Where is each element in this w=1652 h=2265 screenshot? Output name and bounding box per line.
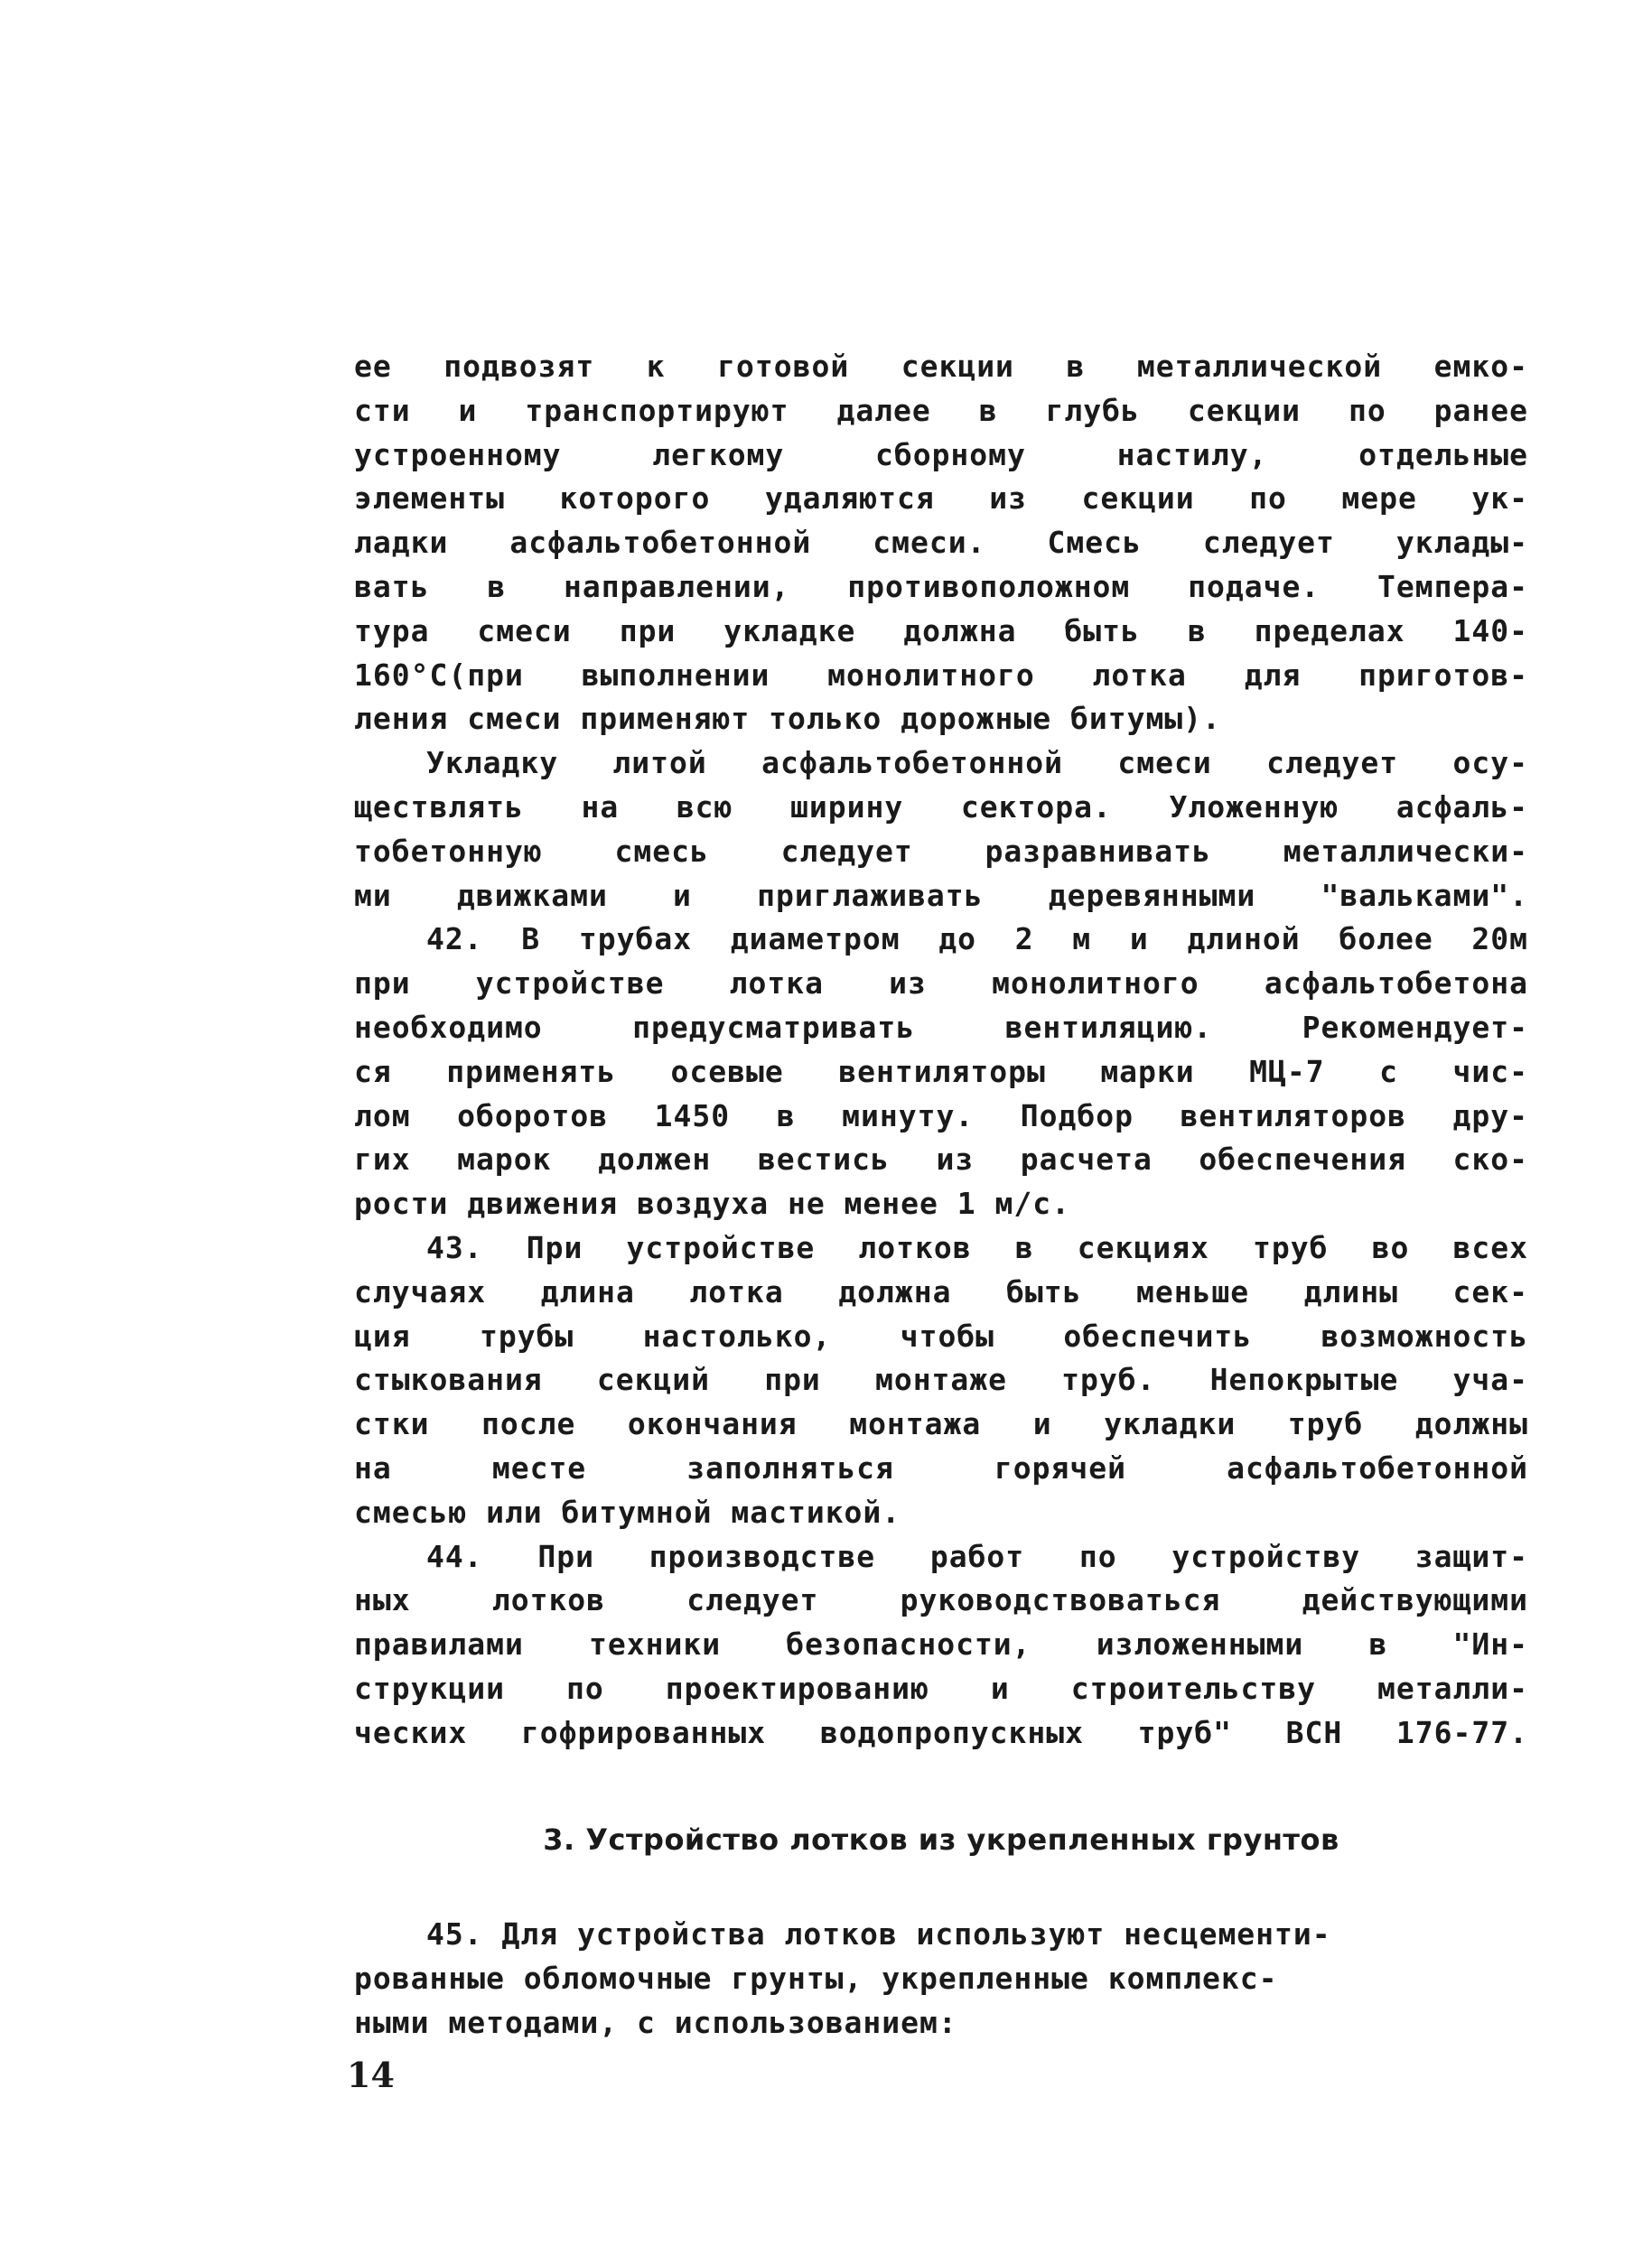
text-line: тобетонную смесь следует разравнивать металлически- — [354, 833, 1528, 869]
text-line: рости движения воздуха не менее 1 м/с. — [354, 1186, 1070, 1222]
text-line: стыкования секций при монтаже труб. Непокрытые уча- — [354, 1362, 1528, 1398]
text-line: ладки асфальтобетонной смеси. Смесь следует уклады- — [354, 525, 1528, 561]
text-line: гих марок должен вестись из расчета обеспечения ско- — [354, 1142, 1528, 1178]
section-heading: 3. Устройство лотков из укрепленных грунтов — [543, 1822, 1339, 1857]
text-line: ческих гофрированных водопропускных труб" ВСН 176-77. — [354, 1714, 1528, 1750]
text-line: тура смеси при укладке должна быть в пределах 140- — [354, 612, 1528, 648]
text-line: рованные обломочные грунты, укрепленные комплекс- — [354, 1960, 1278, 1996]
text-line: смесью или битумной мастикой. — [354, 1494, 901, 1530]
text-line: случаях длина лотка должна быть меньше длины сек- — [354, 1273, 1528, 1310]
body-text — [354, 345, 1528, 1756]
text-line: 44. При производстве работ по устройству защит- — [426, 1538, 1528, 1574]
text-line: ных лотков следует руководствоваться действующими — [354, 1582, 1528, 1618]
text-line: ее подвозят к готовой секции в металлической емко- — [354, 349, 1528, 384]
text-line: сти и транспортируют далее в глубь секции по ранее — [354, 392, 1528, 428]
text-line: 43. При устройстве лотков в секциях труб во всех — [426, 1229, 1528, 1265]
text-line: необходимо предусматривать вентиляцию. Рекомендует- — [354, 1009, 1528, 1045]
text-line: 45. Для устройства лотков используют несцементи- — [426, 1916, 1331, 1952]
text-line: ся применять осевые вентиляторы марки МЦ-7 с чис- — [354, 1053, 1528, 1089]
text-line: струкции по проектированию и строительству металли- — [354, 1670, 1528, 1706]
text-line: 42. В трубах диаметром до 2 м и длиной более 20м — [426, 921, 1528, 957]
text-line: стки после окончания монтажа и укладки труб должны — [354, 1406, 1528, 1442]
text-line: вать в направлении, противоположном подаче. Темпера- — [354, 568, 1528, 604]
text-line: правилами техники безопасности, изложенными в "Ин- — [354, 1627, 1528, 1663]
text-line: при устройстве лотка из монолитного асфальтобетона — [354, 965, 1528, 1002]
text-line: ными методами, с использованием: — [354, 2004, 957, 2040]
text-line: элементы которого удаляются из секции по мере ук- — [354, 480, 1528, 517]
page-number: 14 — [347, 2055, 395, 2095]
text-line: ления смеси применяют только дорожные битумы). — [354, 701, 1221, 737]
text-line: ция трубы настолько, чтобы обеспечить возможность — [354, 1318, 1528, 1354]
text-line: лом оборотов 1450 в минуту. Подбор вентиляторов дру- — [354, 1097, 1528, 1133]
text-line: Укладку литой асфальтобетонной смеси следует осу- — [426, 745, 1528, 781]
body-text-continued — [354, 1913, 1528, 2045]
text-line: ми движками и приглаживать деревянными "вальками". — [354, 877, 1528, 913]
text-line: устроенному легкому сборному настилу, отдельные — [354, 436, 1528, 472]
text-line: на месте заполняться горячей асфальтобетонной — [354, 1449, 1528, 1486]
text-line: ществлять на всю ширину сектора. Уложенную асфаль- — [354, 788, 1528, 825]
text-line: 160°С(при выполнении монолитного лотка для приготов- — [354, 657, 1528, 693]
